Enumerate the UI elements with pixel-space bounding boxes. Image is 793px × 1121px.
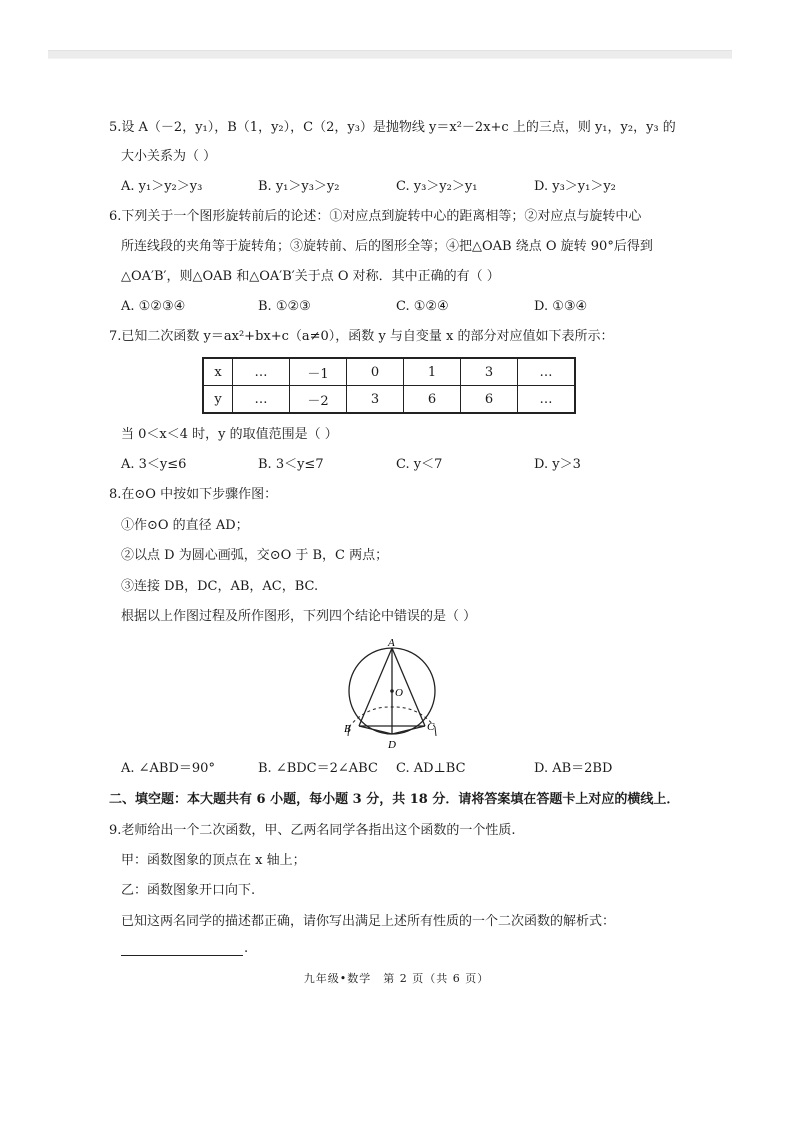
q8-step3: ③连接 DB，DC，AB，AC，BC. [121, 579, 319, 594]
q6-option-c: C. ①②④ [396, 299, 449, 314]
q6-line3: △OA′B′，则△OAB 和△OA′B′关于点 O 对称．其中正确的有（ ） [121, 269, 500, 284]
q9-line1: 9.老师给出一个二次函数，甲、乙两名同学各指出这个函数的一个性质. [109, 823, 516, 838]
label-o: O [395, 687, 403, 699]
q5-option-b: B. y₁＞y₃＞y₂ [258, 179, 340, 194]
table-cell: x [203, 358, 233, 386]
table-cell: … [518, 358, 576, 386]
q6-option-b: B. ①②③ [258, 299, 311, 314]
table-cell: … [233, 386, 290, 414]
table-cell: －1 [290, 358, 347, 386]
table-cell: 6 [461, 386, 518, 414]
q6-line1: 6.下列关于一个图形旋转前后的论述：①对应点到旋转中心的距离相等；②对应点与旋转中心 [109, 209, 642, 224]
circle-construction-figure [336, 634, 446, 756]
q5-line1: 5.设 A（－2，y₁），B（1，y₂），C（2，y₃）是抛物线 y＝x²－2x+c 上的三点，则 y₁，y₂，y₃ 的 [109, 120, 676, 135]
q8-step2: ②以点 D 为圆心画弧，交⊙O 于 B，C 两点； [121, 548, 389, 563]
segment-dc [392, 726, 425, 734]
segment-ab [359, 648, 392, 726]
table-cell: 3 [347, 386, 404, 414]
q5-option-a: A. y₁＞y₂＞y₃ [121, 179, 203, 194]
table-cell: 6 [404, 386, 461, 414]
arc-tick-right [435, 727, 436, 736]
q9-line3: 乙：函数图象开口向下. [121, 883, 256, 898]
q8-option-d: D. AB＝2BD [534, 761, 613, 776]
section-heading: 二、填空题：本大题共有 6 小题，每小题 3 分，共 18 分．请将答案填在答题卡上对应的横线上． [109, 792, 680, 807]
q7-option-d: D. y＞3 [534, 457, 581, 472]
q8-line2: 根据以上作图过程及所作图形，下列四个结论中错误的是（ ） [121, 609, 477, 624]
page-top-bar [48, 50, 732, 59]
table-cell: y [203, 386, 233, 414]
table-row-x [203, 358, 575, 386]
table-cell: 0 [347, 358, 404, 386]
q9-line4: 已知这两名同学的描述都正确，请你写出满足上述所有性质的一个二次函数的解析式： [121, 914, 616, 929]
answer-blank-period: . [244, 941, 249, 956]
q6-line2: 所连线段的夹角等于旋转角；③旋转前、后的图形全等；④把△OAB 绕点 O 旋转 90°后得到 [121, 239, 653, 254]
q7-line1: 7.已知二次函数 y＝ax²+bx+c（a≠0），函数 y 与自变量 x 的部分对应值如下表所示： [109, 329, 614, 344]
table-cell: 1 [404, 358, 461, 386]
q8-option-a: A. ∠ABD＝90° [121, 761, 215, 776]
segment-db [359, 726, 392, 734]
q7-line2: 当 0＜x＜4 时，y 的取值范围是（ ） [121, 427, 338, 442]
q7-option-c: C. y＜7 [396, 457, 443, 472]
answer-blank-line [121, 955, 243, 956]
table-cell: －2 [290, 386, 347, 414]
q5-line2: 大小关系为（ ） [121, 149, 217, 164]
label-a: A [388, 637, 395, 649]
q7-value-table [202, 357, 576, 414]
q8-line1: 8.在⊙O 中按如下步骤作图： [109, 487, 278, 502]
center-point-o [390, 689, 394, 693]
table-cell: 3 [461, 358, 518, 386]
q6-option-d: D. ①③④ [534, 299, 588, 314]
label-d: D [388, 739, 396, 751]
q8-option-b: B. ∠BDC＝2∠ABC [258, 761, 378, 776]
label-c: C [427, 721, 435, 733]
q9-line2: 甲：函数图象的顶点在 x 轴上； [121, 853, 306, 868]
q8-option-c: C. AD⊥BC [396, 761, 466, 776]
q8-step1: ①作⊙O 的直径 AD； [121, 518, 249, 533]
label-b: B [344, 723, 351, 735]
q6-option-a: A. ①②③④ [121, 299, 186, 314]
table-row-y [203, 386, 575, 414]
q5-option-d: D. y₃＞y₁＞y₂ [534, 179, 616, 194]
q7-option-a: A. 3＜y≤6 [121, 457, 187, 472]
q7-option-b: B. 3＜y≤7 [258, 457, 324, 472]
page-footer: 九年级•数学 第 2 页（共 6 页） [303, 972, 490, 985]
q5-option-c: C. y₃＞y₂＞y₁ [396, 179, 478, 194]
table-cell: … [233, 358, 290, 386]
table-cell: … [518, 386, 576, 414]
